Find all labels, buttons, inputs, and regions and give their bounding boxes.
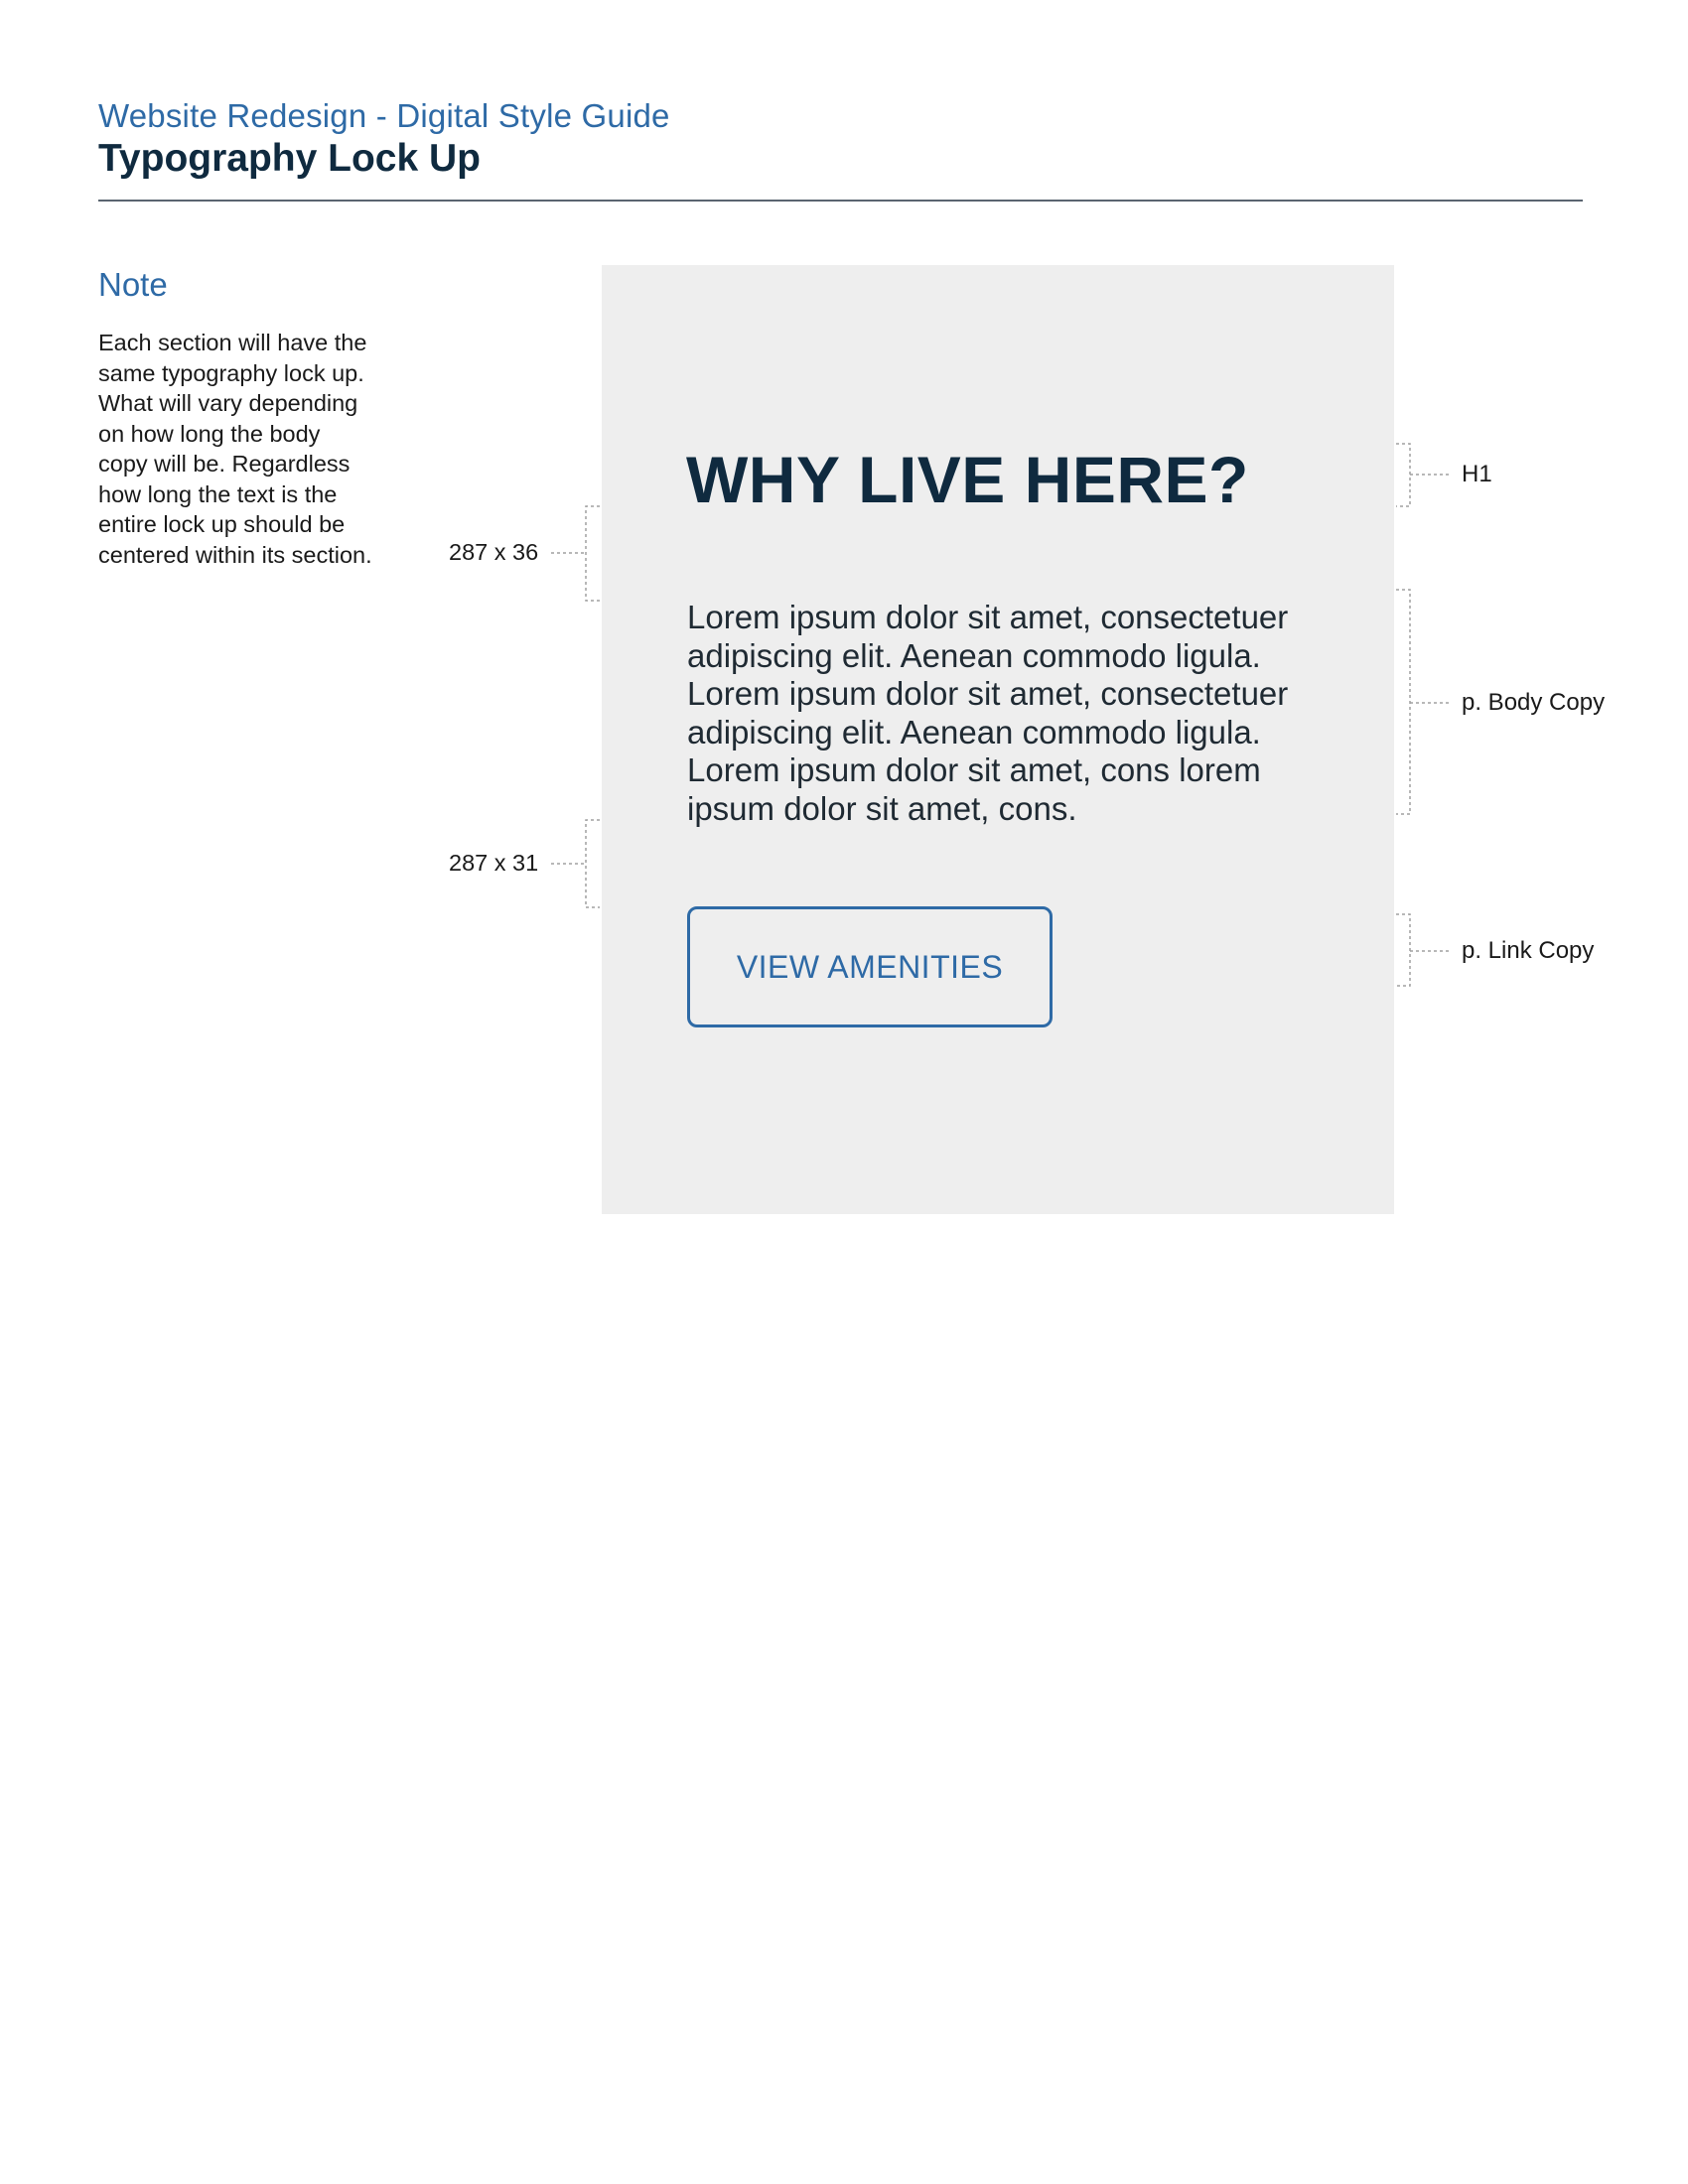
h1-bracket bbox=[1396, 444, 1410, 506]
note-line: same typography lock up. bbox=[98, 359, 364, 386]
spec-label-body-copy: p. Body Copy bbox=[1462, 689, 1606, 716]
body-line: Lorem ipsum dolor sit amet, consectetuer bbox=[687, 675, 1289, 712]
body-line: adipiscing elit. Aenean commodo ligula. bbox=[687, 713, 1261, 751]
view-amenities-button[interactable]: VIEW AMENITIES bbox=[687, 906, 1053, 1027]
note-heading: Note bbox=[98, 266, 168, 303]
spacing-bracket-lower bbox=[586, 820, 600, 907]
note-line: copy will be. Regardless bbox=[98, 451, 351, 477]
doc-subtitle: Website Redesign - Digital Style Guide bbox=[98, 97, 670, 134]
note-line: centered within its section. bbox=[98, 541, 372, 568]
body-line: Lorem ipsum dolor sit amet, cons lorem bbox=[687, 751, 1261, 788]
lockup-heading: WHY LIVE HERE? bbox=[686, 443, 1249, 516]
spacing-label-upper: 287 x 36 bbox=[449, 539, 539, 565]
body-bracket bbox=[1396, 590, 1410, 814]
link-bracket bbox=[1396, 914, 1410, 986]
page-title: Typography Lock Up bbox=[98, 137, 481, 180]
note-body bbox=[98, 328, 411, 570]
spacing-bracket-upper bbox=[586, 506, 600, 601]
body-line: adipiscing elit. Aenean commodo ligula. bbox=[687, 636, 1261, 674]
note-line: on how long the body bbox=[98, 420, 321, 447]
spec-label-link-copy: p. Link Copy bbox=[1462, 937, 1595, 964]
body-line: Lorem ipsum dolor sit amet, consectetuer bbox=[687, 599, 1289, 635]
spacing-label-lower: 287 x 31 bbox=[449, 850, 539, 876]
header-divider bbox=[98, 200, 1583, 202]
note-line: how long the text is the bbox=[98, 480, 338, 507]
spec-label-h1: H1 bbox=[1462, 461, 1492, 487]
body-line: ipsum dolor sit amet, cons. bbox=[687, 789, 1077, 827]
note-line: Each section will have the bbox=[98, 330, 367, 355]
lockup-body-copy bbox=[687, 599, 1342, 828]
note-line: What will vary depending bbox=[98, 390, 358, 416]
note-line: entire lock up should be bbox=[98, 511, 346, 537]
